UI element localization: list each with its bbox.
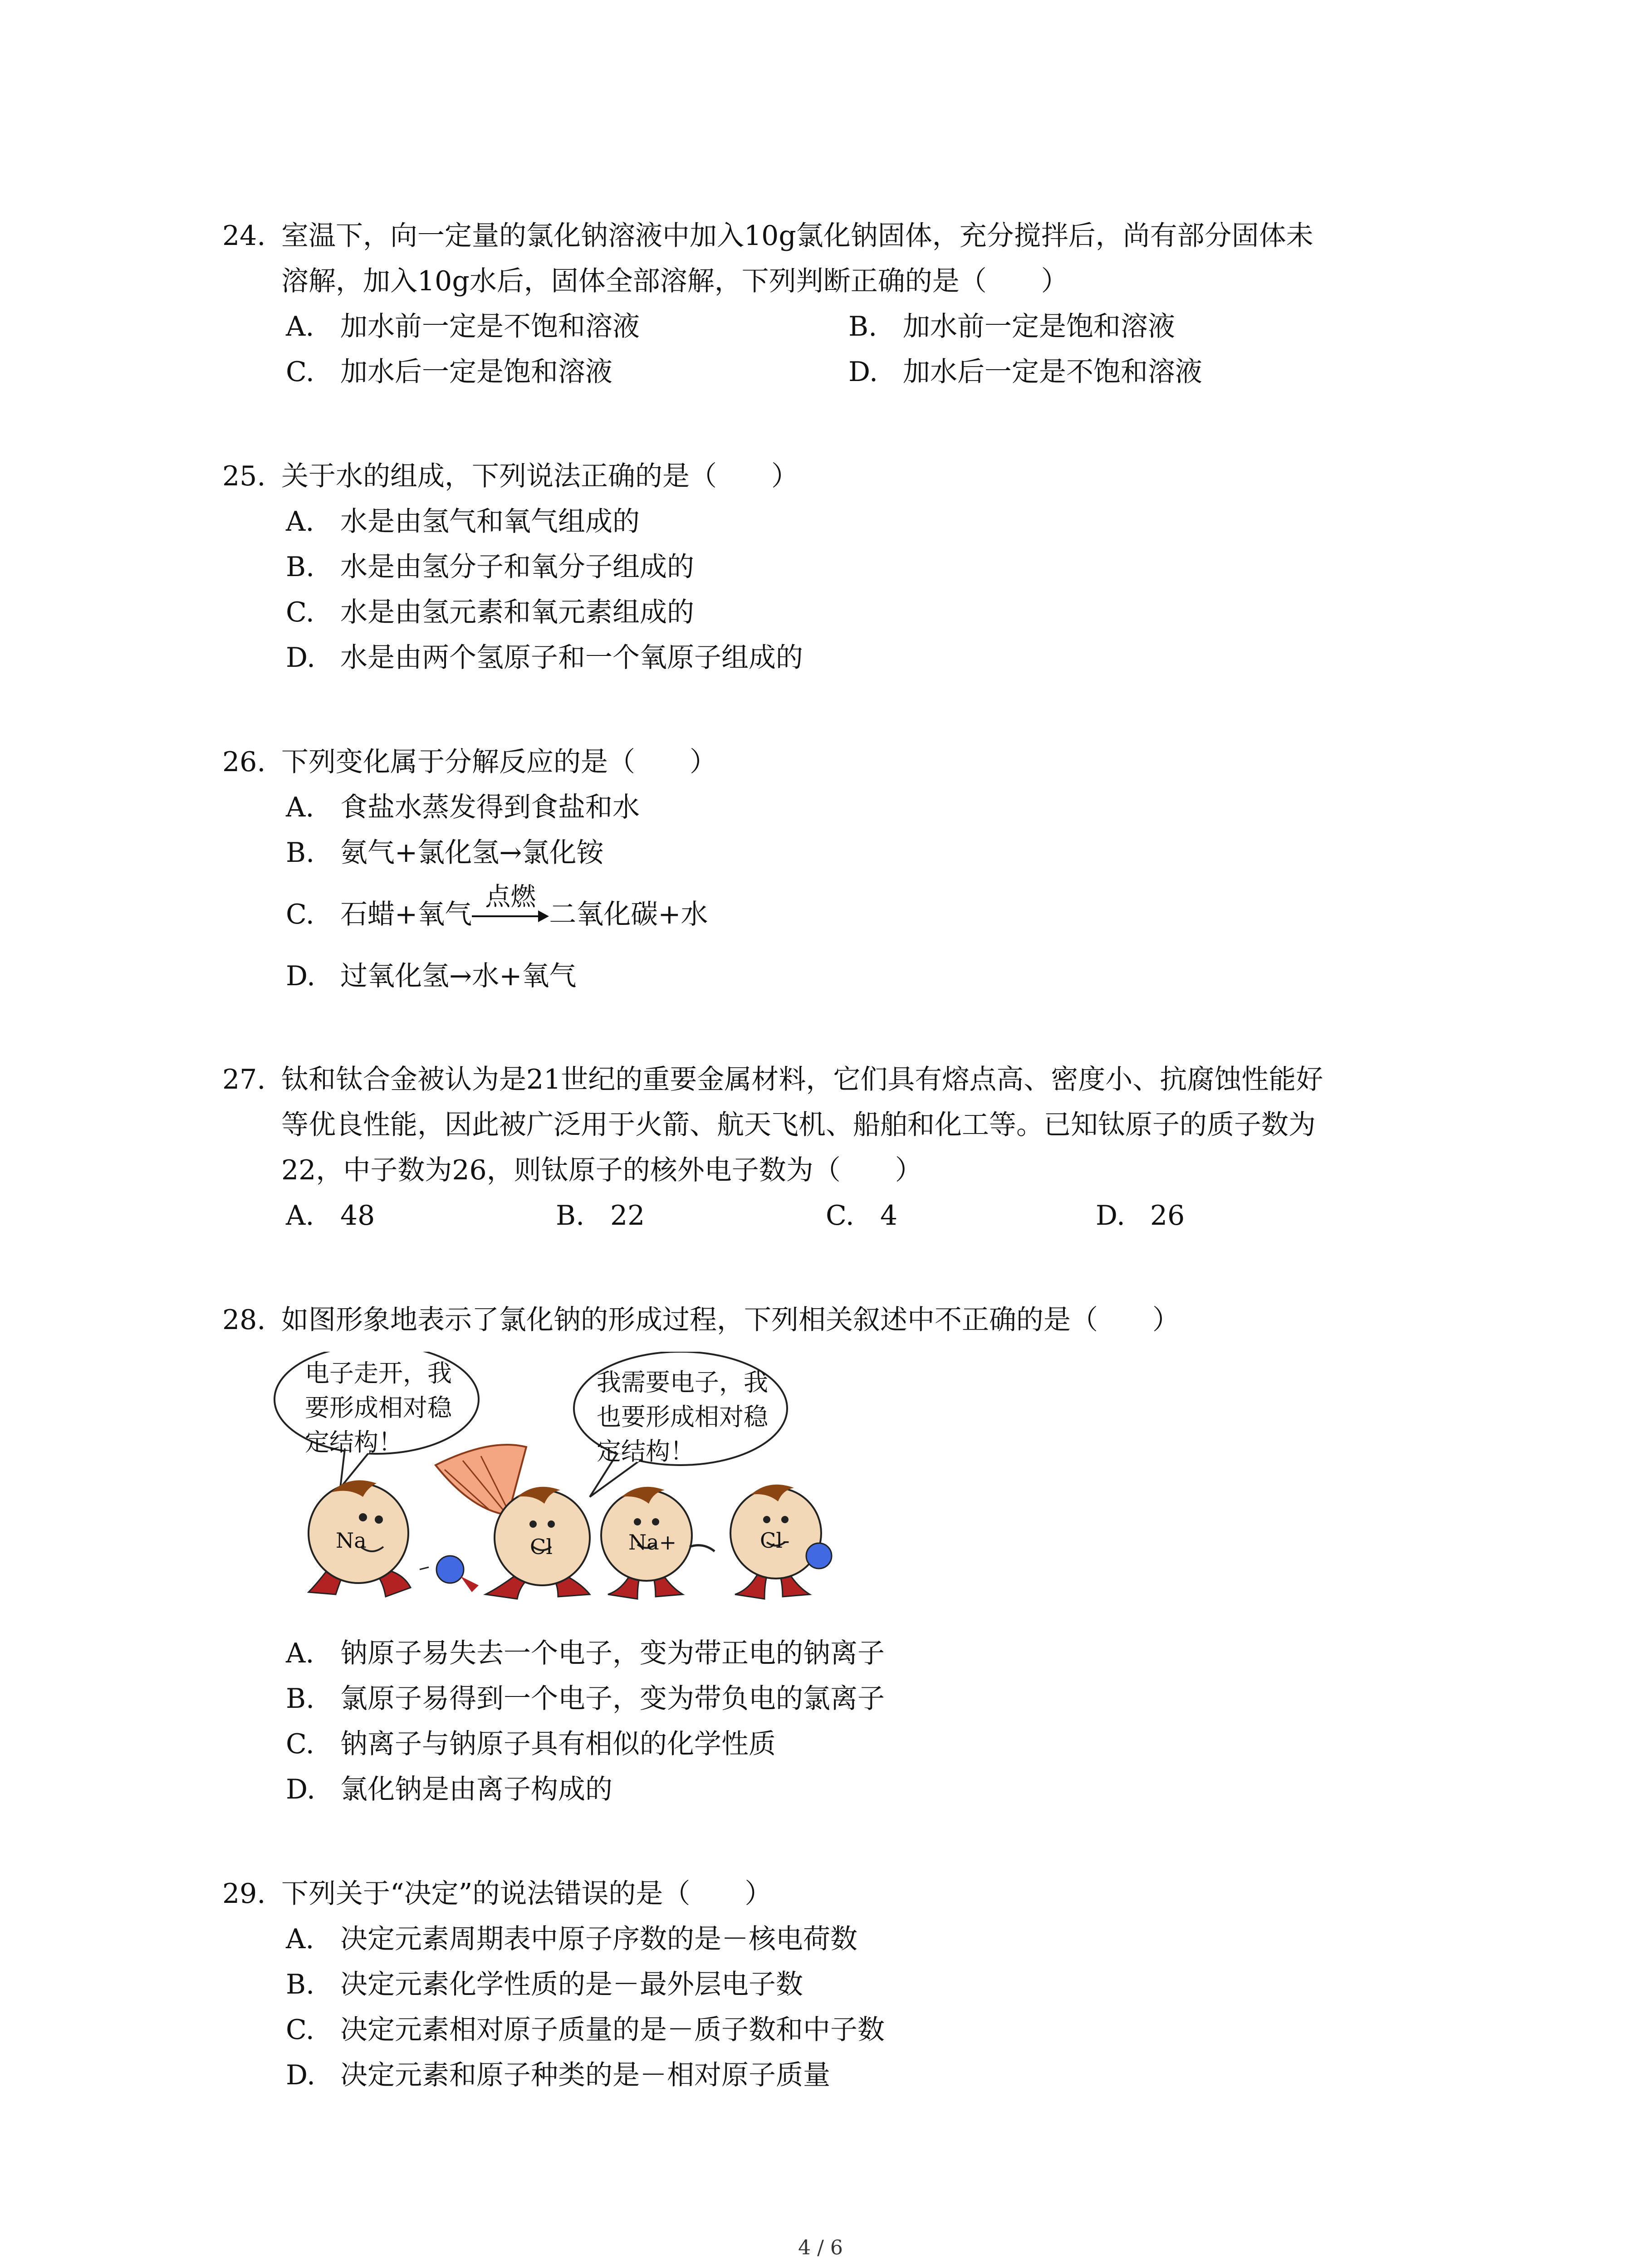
option-key: D. [848,356,878,388]
label-cl-ion: Cl- [760,1528,790,1553]
option-text: 26 [1150,1200,1185,1232]
option-text-after: 二氧化碳+水 [549,899,708,930]
speech-bubble-right-text [597,1365,768,1469]
question-number: 28. [222,1304,266,1336]
option-row [222,349,1313,395]
question-text: 室温下，向一定量的氯化钠溶液中加入10g氯化钠固体，充分搅拌后，尚有部分固体未 [281,220,1313,252]
option-text: 水是由氢元素和氧元素组成的 [340,596,694,628]
bubble-line: 我需要电子，我 [597,1368,768,1397]
option-row [222,304,1313,349]
question-28-options [222,1631,885,1812]
option-d[interactable] [1096,1193,1185,1238]
question-stem [222,1871,885,1916]
option-key: B. [286,551,315,583]
option-key: D. [286,960,316,992]
option-text: 水是由两个氢原子和一个氧原子组成的 [340,642,803,674]
option-key: B. [556,1200,585,1232]
option-text: 决定元素相对原子质量的是－质子数和中子数 [340,2014,885,2046]
question-stem [222,739,717,785]
question-stem [222,213,1313,259]
speech-bubble-left-text [305,1356,452,1460]
question-text: 如图形象地表示了氯化钠的形成过程，下列相关叙述中不正确的是（ ） [281,1304,1180,1336]
arrow-line [472,915,544,917]
option-key: A. [286,311,314,342]
option-d[interactable] [222,635,803,680]
option-text: 决定元素周期表中原子序数的是－核电荷数 [340,1923,857,1955]
option-key: A. [286,792,314,823]
option-a[interactable] [286,1193,556,1238]
question-24 [222,213,1313,395]
option-b[interactable] [222,1962,885,2007]
question-stem [222,1297,1180,1343]
option-text: 4 [880,1200,898,1232]
question-number: 27. [222,1064,266,1095]
question-number: 26. [222,746,266,778]
option-a[interactable] [222,785,717,830]
option-text: 氨气+氯化氢→氯化铵 [340,837,604,869]
option-text: 加水后一定是饱和溶液 [340,356,612,388]
option-key: A. [286,1200,314,1232]
question-26 [222,739,717,999]
option-b[interactable] [556,1193,826,1238]
question-25 [222,454,803,680]
option-b[interactable] [848,304,1175,349]
option-c[interactable] [286,349,848,395]
option-d[interactable] [222,953,717,999]
question-27 [222,1057,1323,1238]
option-key: A. [286,1637,314,1669]
option-d[interactable] [848,349,1202,395]
question-text-continued: 等优良性能，因此被广泛用于火箭、航天飞机、船舶和化工等。已知钛原子的质子数为 [281,1109,1316,1141]
option-text: 氯化钠是由离子构成的 [340,1774,612,1805]
option-key: C. [286,2014,314,2046]
option-key: D. [286,642,316,674]
bubble-line: 电子走开，我 [305,1359,452,1388]
option-c[interactable] [222,2007,885,2053]
option-text: 过氧化氢→水+氧气 [340,960,577,992]
option-text: 加水前一定是不饱和溶液 [340,311,640,342]
option-text-before: 石蜡+氧气 [340,899,472,930]
option-c[interactable] [222,882,717,937]
question-text: 下列变化属于分解反应的是（ ） [281,746,717,778]
sodium-chloride-cartoon [272,1352,930,1619]
option-c[interactable] [826,1193,1096,1238]
option-b[interactable] [222,830,717,875]
page-number: 4 / 6 [798,2236,843,2259]
option-text: 钠原子易失去一个电子，变为带正电的钠离子 [340,1637,885,1669]
option-a[interactable] [222,1631,885,1676]
bubble-line: 要形成相对稳 [305,1393,452,1422]
option-key: A. [286,506,314,538]
option-key: B. [848,311,877,342]
option-key: C. [286,899,314,930]
question-stem [222,1057,1323,1102]
option-text: 食盐水蒸发得到食盐和水 [340,792,640,823]
question-text-continued: 溶解，加入10g水后，固体全部溶解，下列判断正确的是（ ） [281,265,1068,297]
option-row [222,1193,1323,1238]
option-a[interactable] [222,1916,885,1962]
question-number: 25. [222,460,266,492]
option-key: A. [286,1923,314,1955]
option-b[interactable] [222,544,803,590]
option-key: C. [286,1728,314,1760]
question-text: 钛和钛合金被认为是21世纪的重要金属材料，它们具有熔点高、密度小、抗腐蚀性能好 [281,1064,1323,1095]
option-d[interactable] [222,2053,885,2098]
label-na: Na [336,1528,367,1553]
option-text: 水是由氢气和氧气组成的 [340,506,640,538]
bubble-line: 定结构！ [597,1437,695,1466]
option-key: B. [286,1969,315,2000]
arrow-head-icon [538,910,549,922]
option-key: C. [826,1200,854,1232]
question-number: 29. [222,1878,266,1910]
option-a[interactable] [286,304,848,349]
option-text: 氯原子易得到一个电子，变为带负电的氯离子 [340,1683,885,1715]
option-text: 48 [340,1200,375,1232]
option-b[interactable] [222,1676,885,1721]
question-text-continued: 22，中子数为26，则钛原子的核外电子数为（ ） [281,1154,922,1186]
question-text: 关于水的组成，下列说法正确的是（ ） [281,460,798,492]
option-a[interactable] [222,499,803,544]
option-text: 决定元素化学性质的是－最外层电子数 [340,1969,803,2000]
option-text: 22 [610,1200,645,1232]
option-key: D. [1096,1200,1126,1232]
label-cl: Cl [530,1535,553,1559]
label-na-ion: Na+ [628,1530,677,1554]
question-stem [222,454,803,499]
reaction-arrow [472,882,549,930]
option-c[interactable] [222,590,803,635]
option-key: C. [286,596,314,628]
question-number: 24. [222,220,266,252]
option-key: B. [286,1683,315,1715]
bubble-line: 定结构！ [305,1428,403,1457]
option-c[interactable] [222,1721,885,1767]
option-text: 加水后一定是不饱和溶液 [903,356,1202,388]
option-text: 水是由氢分子和氧分子组成的 [340,551,694,583]
question-28 [222,1297,1180,1343]
bubble-line: 也要形成相对稳 [597,1403,768,1431]
question-text: 下列关于“决定”的说法错误的是（ ） [281,1878,772,1910]
option-key: C. [286,356,314,388]
question-29 [222,1871,885,2098]
reaction-condition: 点燃 [485,882,536,912]
electron-character [420,1556,479,1592]
option-d[interactable] [222,1767,885,1812]
option-text: 钠离子与钠原子具有相似的化学性质 [340,1728,776,1760]
option-key: D. [286,1774,316,1805]
option-text: 加水前一定是饱和溶液 [903,311,1175,342]
option-key: D. [286,2059,316,2091]
option-key: B. [286,837,315,869]
option-text: 决定元素和原子种类的是－相对原子质量 [340,2059,830,2091]
